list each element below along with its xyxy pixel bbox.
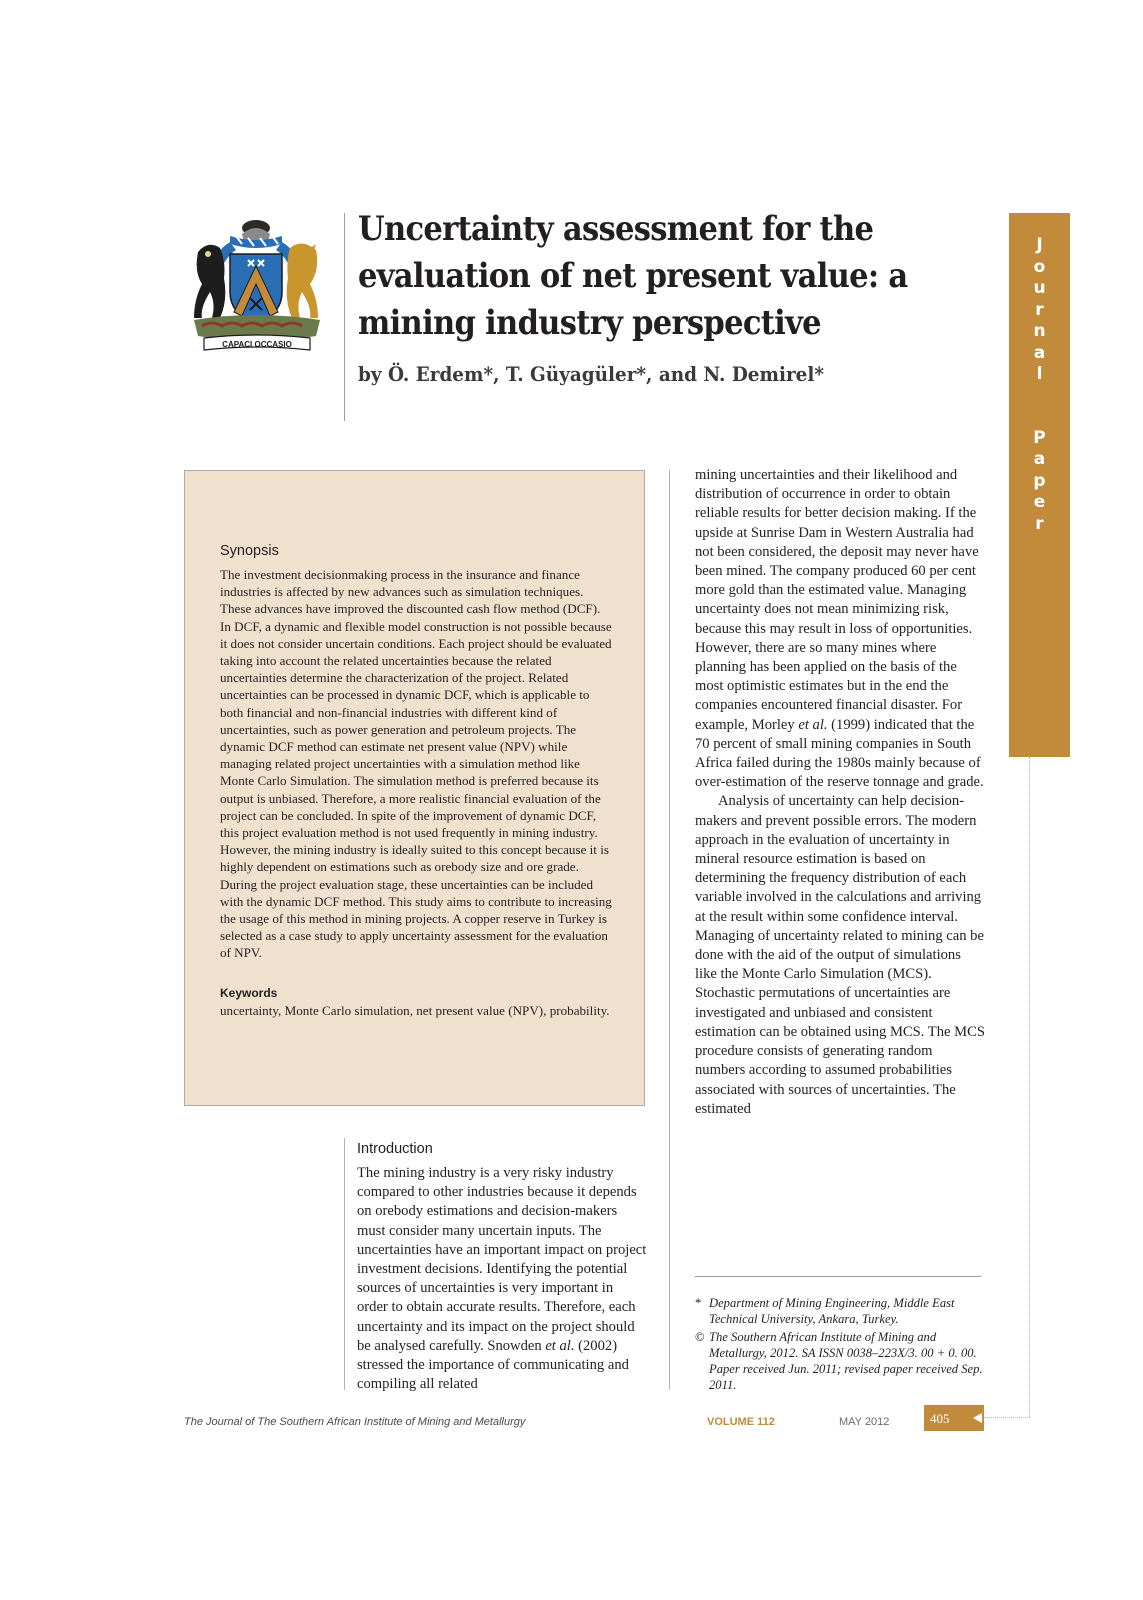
tab-letter: P — [1033, 427, 1046, 448]
tab-letter: p — [1033, 470, 1046, 491]
tab-letter: e — [1033, 492, 1046, 512]
tab-letter: l — [1036, 364, 1043, 384]
tab-letter: r — [1035, 299, 1044, 320]
paragraph-part: (1999) indicated that the 70 percent of small mining companies in South Africa failed during the 1980s mainly because of over-estimation of the reserve tonnage and grade. — [695, 716, 984, 791]
arrow-left-icon — [970, 1411, 984, 1425]
introduction-heading: Introduction — [357, 1141, 433, 1157]
author-byline: by Ö. Erdem*, T. Güyagüler*, and N. Demirel* — [358, 362, 824, 386]
paragraph: Analysis of uncertainty can help decision-makers and prevent possible errors. The modern approach in the evaluation of uncertainty in mineral resource estimation is based on determining the frequency distribution of each variable involved in the calculations and arriving at the result within some confidence interval. Managing of uncertainty related to mining can be done with the aid of the output of simulations like the Monte Carlo Simulation (MCS). Stochastic permutations of uncertainties are investigated and unbiased and consistent estimation can be obtained using MCS. The MCS procedure consists of generating random numbers according to assumed probabilities associated with sources of uncertainties. The estimated — [695, 793, 985, 1117]
footnote-mark: * — [695, 1296, 702, 1310]
tab-letter: o — [1033, 256, 1046, 277]
coat-of-arms-icon — [190, 214, 324, 354]
page-number: 405 — [930, 1411, 950, 1426]
decorative-dotted-line — [984, 1417, 1030, 1418]
tab-letter: n — [1033, 321, 1046, 341]
footnote-divider — [695, 1276, 981, 1277]
footnote-text: Department of Mining Engineering, Middle East Technical University, Ankara, Turkey. — [709, 1296, 955, 1326]
synopsis-heading: Synopsis — [220, 543, 279, 559]
citation-etal: et al. — [545, 1337, 575, 1354]
synopsis-text: The investment decisionmaking process in the insurance and finance industries is affected by new advances such as simulation techniques. These advances have improved the discounted cash flow method (DCF). In DCF, a dynamic and flexible model construction is not possible because it does not consider uncertain conditions. Each project should be evaluated taking into account the related uncertainties because the related uncertainties determine the characterization of the project. Related uncertainties can be processed in dynamic DCF, which is applicable to both financial and non-financial industries with different kind of uncertainties, such as power generation and petroleum projects. The dynamic DCF method can estimate net present value (NPV) while managing related project uncertainties with a simulation method like Monte Carlo Simulation. The simulation method is preferred because its output is unbiased. Therefore, a more realistic financial evaluation of the project can be concluded. In spite of the improvement of dynamic DCF, this project evaluation method is not used frequently in mining industry. However, the mining industry is ideally suited to this concept because it is highly dependent on estimations such as orebody size and ore grade. During the project evaluation stage, these uncertainties can be included with the dynamic DCF method. This study aims to contribute to increasing the usage of this method in mining projects. A copper reserve in Turkey is selected as a case study to apply uncertainty assessment for the evaluation of NPV. — [220, 567, 612, 961]
column-divider — [344, 1138, 345, 1390]
footer-date: MAY 2012 — [839, 1416, 890, 1428]
footer-journal-name: The Journal of The Southern African Institute of Mining and Metallurgy — [184, 1416, 526, 1428]
footnote-copyright — [695, 1329, 985, 1393]
keywords-heading: Keywords — [220, 986, 278, 1000]
right-column-text — [695, 466, 985, 1119]
tab-letter: r — [1035, 513, 1044, 534]
journal-paper-tab — [1009, 213, 1070, 757]
svg-text:CAPACI OCCASIO: CAPACI OCCASIO — [222, 340, 292, 349]
footnote-mark: © — [695, 1330, 705, 1344]
footnote-affiliation — [695, 1295, 985, 1327]
citation-etal: et al. — [798, 716, 828, 733]
column-divider — [669, 470, 670, 1390]
introduction-text — [357, 1164, 647, 1394]
decorative-dotted-line — [1029, 757, 1030, 1417]
institute-logo — [190, 214, 324, 354]
paper-title: Uncertainty assessment for the evaluation of net present value: a mining industry perspective — [358, 209, 908, 343]
paragraph — [695, 466, 985, 792]
tab-letter: a — [1033, 342, 1046, 363]
footer-volume: VOLUME 112 — [707, 1416, 775, 1428]
paragraph-part: mining uncertainties and their likelihood and distribution of occurrence in order to obtain reliable results for better decision making. If the upside at Sunrise Dam in Western Australia had not been considered, the deposit may never have been mined. The company produced 60 per cent more gold than the estimated value. Managing uncertainty does not mean minimizing risk, because this may result in loss of opportunities. However, there are so many mines where planning has been applied on the basis of the most optimistic estimates but in the end the companies encountered financial disaster. For example, Morley — [695, 467, 979, 733]
footnote-text: The Southern African Institute of Mining and Metallurgy, 2012. SA ISSN 0038–223X/3. 00 + 0. 00. Paper received Jun. 2011; revised paper received Sep. 2011. — [709, 1330, 983, 1392]
tab-letter: u — [1033, 278, 1046, 298]
intro-text-part: (2002) stressed the importance of communicating and compiling all related — [357, 1337, 629, 1393]
tab-letter: a — [1033, 449, 1046, 469]
title-divider — [344, 213, 345, 421]
tab-letter: J — [1036, 235, 1043, 255]
intro-text-part: The mining industry is a very risky industry compared to other industries because it depends on orebody estimations and decision-makers must consider many uncertain inputs. The uncertainties have an important impact on project investment decisions. Identifying the potential sources of uncertainties is very important in order to obtain accurate results. Therefore, each uncertainty and its impact on the project should be analysed carefully. Snowden — [357, 1165, 647, 1354]
keywords-text: uncertainty, Monte Carlo simulation, net present value (NPV), probability. — [220, 1003, 610, 1018]
